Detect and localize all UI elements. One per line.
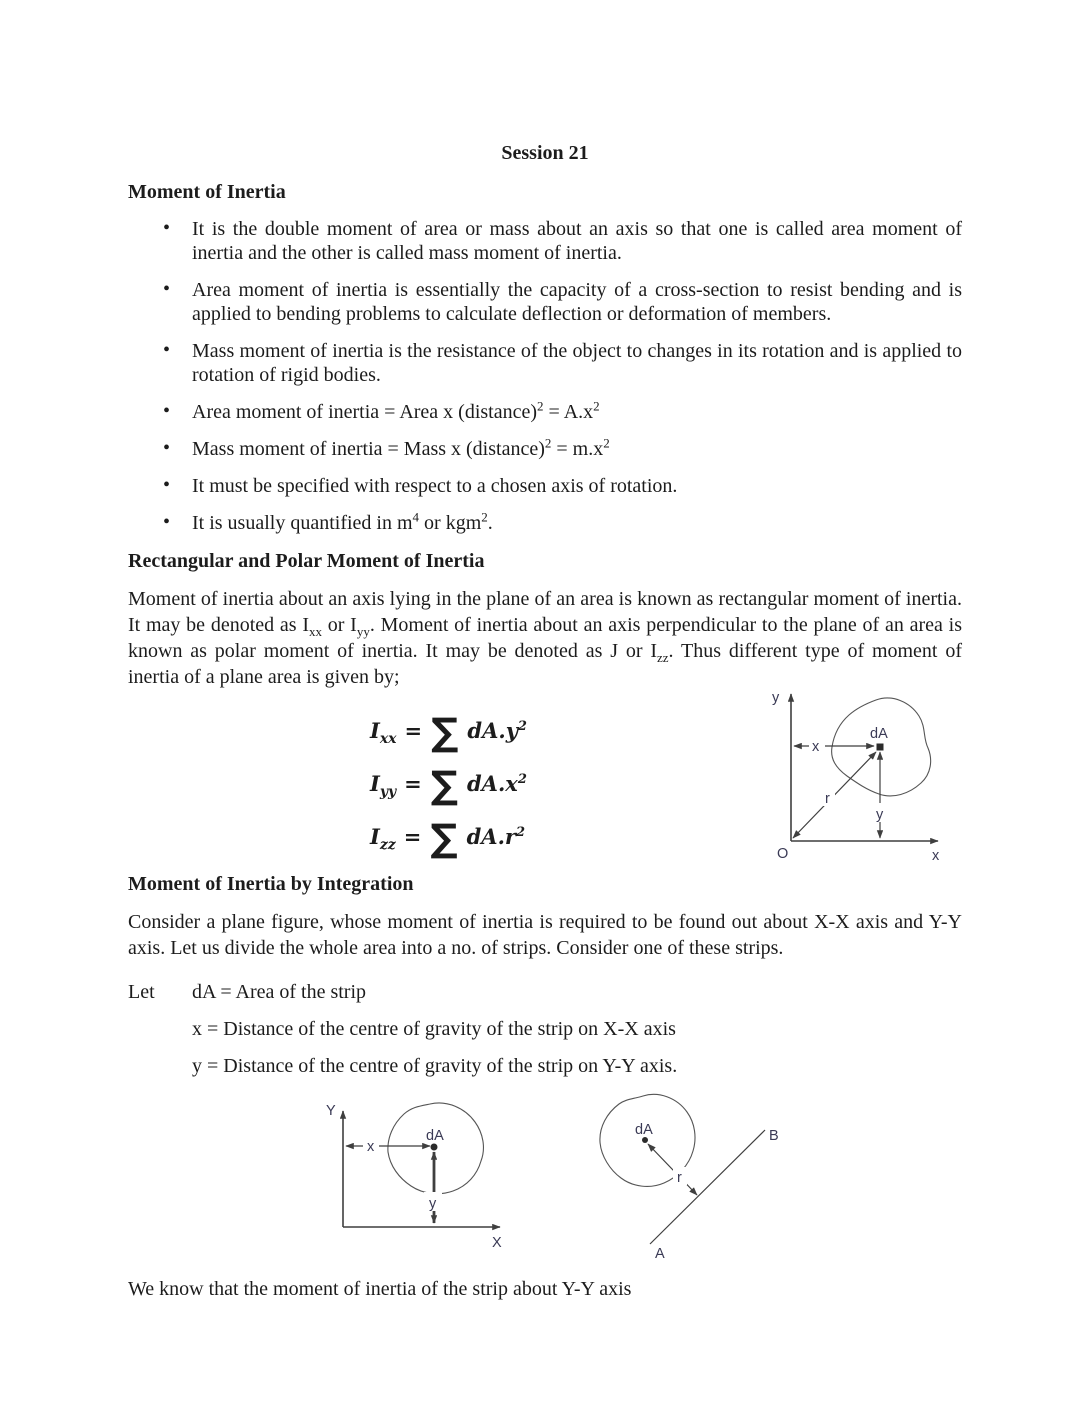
formula-rhs [467, 824, 525, 849]
summation-icon: ∑ [431, 709, 459, 754]
y-distance-label: y [429, 1196, 437, 1212]
integration-paragraph: Consider a plane figure, whose moment of inertia is required to be found out about X-X axis and Y-Y axis. Let us divide the whole area into a no. of strips. Consider one of these strips. [128, 911, 962, 959]
formula-superscript: 2 [517, 719, 527, 734]
axis-line-ab [650, 1130, 765, 1244]
formula-superscript: 2 [517, 772, 527, 787]
formula-izz [370, 810, 527, 863]
x-distance-label: x [367, 1139, 375, 1155]
bullet-item-5: • Mass moment of inertia = Mass x (distance)$^2$ = $m.x^2$ [192, 437, 962, 461]
dA-label: dA [870, 726, 888, 742]
y-axis-label: y [772, 690, 780, 706]
strip-diagrams-row [320, 1095, 962, 1262]
bullet-item-3: • Mass moment of inertia is the resistance of the object to changes in its rotation and is applied to rotation of rigid bodies. [192, 339, 962, 387]
heading-integration: Moment of Inertia by Integration [128, 873, 414, 895]
formula-lhs [370, 771, 397, 801]
equals-sign: = [403, 824, 422, 849]
formula-rhs [467, 718, 527, 743]
formula-block [370, 704, 527, 863]
formula-subscript: yy [379, 784, 397, 801]
formula-term: dA.r [466, 824, 516, 849]
moi-bullet-list [128, 217, 962, 535]
summation-icon: ∑ [430, 762, 458, 807]
heading-rectangular-polar: Rectangular and Polar Moment of Inertia [128, 550, 485, 572]
r-distance-arrow [648, 1144, 697, 1195]
formula-superscript: 2 [515, 825, 526, 840]
y-distance-label: y [876, 807, 884, 823]
origin-label: O [777, 846, 789, 862]
x-axis-label: x [932, 848, 940, 864]
equals-sign: = [404, 771, 422, 796]
let-line-y: y = Distance of the centre of gravity of the strip on Y-Y axis. [192, 1055, 678, 1077]
let-line-dA: dA = Area of the strip [192, 981, 367, 1003]
formula-subscript: zz [379, 837, 396, 854]
formula-and-diagram-row [128, 690, 962, 867]
formula-symbol: I [370, 718, 380, 743]
x-distance-label: x [812, 739, 820, 755]
b-label: B [769, 1128, 779, 1144]
formula-subscript: xx [379, 731, 397, 748]
page-title: Session 21 [501, 142, 589, 164]
let-label: Let [128, 981, 155, 1003]
diagram-plane-area-xy [758, 672, 953, 867]
bullet-item-6: • It must be specified with respect to a chosen axis of rotation. [192, 474, 962, 498]
diagram-area-line-ab [573, 1082, 788, 1262]
bullet-item-1: • It is the double moment of area or mass about an axis so that one is called area moment of inertia and the other is called mass moment of inertia. [192, 217, 962, 265]
y-axis-label: Y [326, 1103, 336, 1119]
summation-icon: ∑ [430, 815, 458, 860]
formula-rhs [467, 771, 527, 796]
a-label: A [655, 1246, 665, 1262]
formula-ixx [370, 704, 527, 757]
let-definition-row [128, 979, 962, 1005]
let-line-x: x = Distance of the centre of gravity of the strip on X-X axis [192, 1018, 676, 1040]
formula-symbol: I [370, 771, 380, 796]
formula-term: dA.x [467, 771, 518, 796]
closing-line: We know that the moment of inertia of the strip about Y-Y axis [128, 1278, 632, 1300]
equals-sign: = [404, 718, 423, 743]
x-axis-label: X [492, 1235, 502, 1251]
dA-label: dA [426, 1128, 444, 1144]
diagram-strip-xy [320, 1095, 515, 1255]
dA-point [431, 1144, 438, 1151]
bullet-item-7: • It is usually quantified in $m^4$ or kgm$^2$. [192, 511, 962, 535]
rectangular-polar-paragraph: Moment of inertia about an axis lying in the plane of an area is known as rectangular moment of inertia. It may be denoted as $I_{xx}$ or $I_{yy}$. Moment of inertia about an axis perpendicular to the plane of an area is known as polar moment of inertia. It may be denoted as J or $I_{zz}$. Thus different type of moment of inertia of a plane area is given by; [128, 588, 962, 688]
dA-point [877, 744, 884, 751]
formula-symbol: I [370, 824, 380, 849]
heading-moment-of-inertia: Moment of Inertia [128, 181, 286, 203]
bullet-item-2: • Area moment of inertia is essentially the capacity of a cross-section to resist bending and is applied to bending problems to calculate deflection or deformation of members. [192, 278, 962, 326]
r-distance-label: r [825, 791, 830, 807]
dA-label: dA [635, 1122, 653, 1138]
formula-lhs [370, 824, 396, 854]
formula-iyy [370, 757, 527, 810]
formula-term: dA.y [467, 718, 518, 743]
r-distance-label: r [677, 1170, 682, 1186]
bullet-item-4: • Area moment of inertia = Area x (distance)$^2$ = $A.x^2$ [192, 400, 962, 424]
formula-lhs [370, 718, 397, 748]
